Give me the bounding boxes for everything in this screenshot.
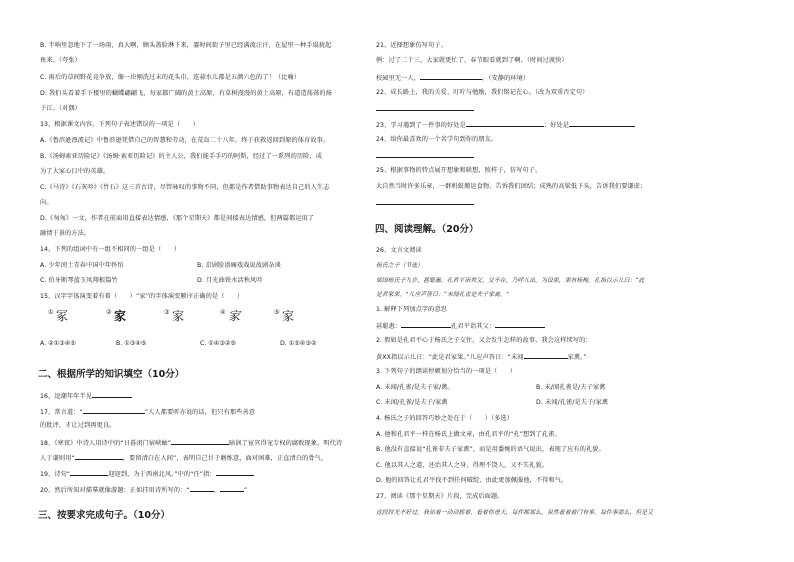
p4-option-a: A. 他和孔君平一样在杨氏上做文章，由孔君平的“孔”想到了孔雀。	[376, 431, 561, 438]
p3-option-a: A. 未闻/孔雀/是夫子家/禽。	[376, 384, 454, 391]
q15-option-b: B. ①③④⑤	[116, 340, 147, 347]
q25-example: 大自然当时许多乐章，一群蚂蚁搬运食物，告诉我们团结；成熟的高粱低下头，告诉我们要谦虚；	[376, 183, 647, 190]
p2-fill	[376, 352, 587, 362]
p1-blank-b[interactable]	[495, 321, 545, 328]
q27-question: 27、阅读《那个星期天》片段，完成后面题。	[376, 493, 504, 500]
q14-option-d: D. 月光曲铁水活秋风吟	[197, 277, 263, 284]
p1-blank-a[interactable]	[401, 321, 451, 328]
q22-question: 22、成长路上，我的关爱、叮咛与勉励，我们铭记在心。（改为双重否定句）	[376, 89, 589, 96]
q12-option-c: C. 雨后的草间野花竞争放，像一块刚洗过未的花头巾，连蒜水儿都是五颜六色的了！（比喻）	[40, 74, 301, 81]
q24-question: 24、给你最喜欢的一个名学句到你的朋友。	[376, 136, 498, 143]
q14-option-b: B. 京剧脸谱痛戏戏说故剧杂谈	[197, 262, 281, 269]
q13-option-c-cont: 向。	[40, 199, 53, 206]
q16-text: 16、逗潮年年半见	[40, 393, 93, 400]
q13-option-c: C.《马诗》《石灰吟》《竹石》这三首古诗，尽管咏叹的事物不同，但都是作者借助事物表达自己的人生志	[40, 184, 330, 191]
q17-cont: 的批评，才让过到再更良。	[40, 422, 116, 429]
q25-answer-line	[376, 198, 474, 208]
q13-option-a: A.《鲁滨逊漂流记》中鲁滨逊凭借自己的智慧和劳动，在荒岛二十八年，终于获救返回到原的体育故事。	[40, 137, 330, 144]
p1-items	[376, 321, 545, 331]
q23-text: 23、学习遇到了一件事的好处是	[376, 122, 466, 129]
q13-option-d-cont: 融情于景的方法。	[40, 230, 91, 237]
q13-option-b-cont: 为了大家心目中的英雄。	[40, 168, 110, 175]
glyph-bronze: 家	[114, 309, 127, 323]
section-4-heading: 四、阅读理解。（20分）	[375, 224, 479, 235]
q21-item	[376, 73, 529, 83]
q18-text: 18、《寒夜》中诗人用诗中的“日暮闭门宿峡岫”	[40, 440, 172, 447]
q18-text-d: ，要留清白在人间”，表明自己甘于磨炼意，面对困难，正直清白的骨气。	[122, 455, 328, 462]
q17	[40, 407, 255, 417]
q17-blank[interactable]	[83, 407, 145, 414]
q18-blank-1[interactable]	[171, 438, 229, 445]
q16-blank[interactable]	[92, 391, 132, 398]
q19	[40, 469, 254, 479]
q15-option-d: D. ①⑤④③②	[280, 340, 317, 347]
q12-option-d-cont: 子江。（对偶）	[40, 105, 81, 112]
q26-heading: 26、文言文阅读	[376, 247, 422, 254]
q21-blank[interactable]	[420, 73, 482, 80]
glyph-label-3: ③	[164, 309, 170, 316]
p2-text-end: 家禽。”	[567, 354, 587, 361]
q21-question: 21、近择想象仿写句子。	[376, 42, 447, 49]
q12-option-d: D. 我们头看着手下楼里的蝴蝶翩翩飞，每家都广阔的黄土高原，有草树漫漫的黄土高原，有道造荡荡的扬	[40, 90, 332, 97]
glyph-label-1: ①	[48, 309, 54, 316]
q14-option-a: A. 少年闰土青春中国中年怀怕	[40, 262, 124, 269]
q20-blank-2[interactable]	[220, 485, 244, 492]
passage-line-1: 梁国杨氏子九岁，甚聪惠。孔君平诣其父，父不在，乃呼儿出。为设果，果有杨梅。孔指以示儿曰：“此	[376, 278, 645, 284]
p4-question: 4. 杨氏之子的回答巧妙之处在于（ ）（多选）	[376, 415, 514, 422]
q25-blank[interactable]	[376, 198, 474, 205]
p2-text: 黄XX指以示儿日：“此是君家果。”儿应声答日：“未闻	[376, 354, 524, 361]
q15-glyph-row	[40, 305, 330, 325]
passage-title: 杨氏之子（节选）	[376, 263, 424, 269]
q13-question: 13、根据课文内容，下列句子表述错误的一项是（ ）	[40, 121, 199, 128]
p4-option-c: C. 他以其人之道，还治其人之身，得理不饶人，又不失礼貌。	[376, 462, 549, 469]
glyph-seal: 家	[172, 309, 185, 323]
p4-option-b: B. 他没有直接说“孔雀非夫子家禽”，而是用委婉的语气说出，表现了应有的礼貌。	[376, 446, 605, 453]
p1-question: 1. 解释下列加点字的意思	[376, 306, 448, 313]
q19-text-b: 迎迎到，为于西南北风。”中的“任”指：	[108, 471, 216, 478]
q20-close: ”	[244, 487, 248, 494]
q23	[376, 120, 635, 130]
q21-item-text: 校园里无一人，	[376, 75, 421, 82]
q21-example: 例：过了二十三，大家就更忙了，春节眼看就到了啊。（时间过渡快）	[376, 57, 568, 64]
q23-text-b: ；好处是	[543, 122, 569, 129]
q12-option-b-cont: 鱼来。（夸张）	[40, 57, 81, 64]
p2-blank[interactable]	[524, 352, 568, 359]
q14-option-c: C. 伯牙断琴蓝玉凤翔根篇竹	[40, 277, 118, 284]
p3-option-d: D. 未闻/孔雀/是夫子/家禽	[536, 399, 609, 406]
q18-text-c: 人于谦则用“	[40, 455, 75, 462]
q19-text: 19、诗句“	[40, 471, 71, 478]
glyph-label-4: ④	[220, 309, 226, 316]
q23-blank-1[interactable]	[466, 120, 544, 127]
q24-blank[interactable]	[376, 151, 474, 158]
q22-answer-line	[376, 104, 474, 114]
glyph-clerical: 家	[228, 309, 241, 323]
q23-blank-2[interactable]	[569, 120, 635, 127]
q15-option-c: C. ①④③②⑤	[200, 340, 236, 347]
q19-blank-2[interactable]	[216, 469, 254, 476]
q16	[40, 391, 132, 401]
q18-blank-2[interactable]	[75, 453, 123, 460]
q15-question: 15、汉字字体演变着有着（ ）“家”的字体演变顺序正确的是（ ）	[40, 293, 244, 300]
q15-option-a: A. ②①③④⑤	[40, 340, 76, 347]
glyph-regular: 家	[282, 309, 295, 323]
q17-text-b: ”人人都要听亦说的话，但只有那些善意	[144, 409, 256, 416]
q18	[40, 438, 342, 448]
p1-item-a: 甚聪惠：	[376, 323, 402, 330]
glyph-oracle: 冢	[56, 309, 69, 323]
q20	[40, 485, 247, 495]
glyph-label-2: ②	[106, 309, 112, 316]
p1-item-b: 孔君平诣其父：	[451, 323, 496, 330]
p3-option-b: B. 未/闻孔雀是/夫子家禽	[536, 384, 606, 391]
q24-answer-line	[376, 151, 474, 161]
q20-comma: ，	[213, 487, 220, 494]
q15-options	[40, 340, 340, 349]
q19-blank-1[interactable]	[70, 469, 108, 476]
p2-question: 2. 假如是孔君平心于杨氏之子交往，又会发生怎样的故事，我会这样续写的：	[376, 337, 592, 344]
passage-line-2: 是君家果。”儿应声答曰：“未闻孔雀是夫子家禽。”	[376, 292, 510, 298]
q18-cont	[40, 453, 327, 463]
q13-option-d: D.《匆匆》一文，作者在前面用直接表达情感，《那个星期天》都是间接表达情感，但两篇都运用了	[40, 215, 315, 222]
glyph-label-5: ⑤	[274, 309, 280, 316]
p4-option-d: D. 他的回答让孔君平找不到任何破绽，由此更加佩服他，不得和气。	[376, 477, 568, 484]
q21-item-hint: 。（安静的环境）	[482, 75, 530, 82]
q20-text: 20、然后所知对描摹就像游题：正如挂用诗所写的：“	[40, 487, 190, 494]
passage-27-line-1: 这段时光不好过，我站着一动动摇着，看着你进天，每件都那么，虽然看着着门有事，每件事那么，但是又	[376, 510, 654, 516]
q13-option-b: B.《汤姆索亚历险记》《汤姆·索亚历险记》的主人公，我们能手手巧的阿斯，经过了一系列的历险，成	[40, 153, 323, 160]
q20-blank-1[interactable]	[190, 485, 214, 492]
p3-option-c: C. 未闻/孔雀/是夫子/家禽	[376, 399, 448, 406]
q14-question: 14、下列的组词中有一组不相同的一组是（ ）	[40, 246, 181, 253]
section-2-heading: 二、根据所学的知识填空（10分）	[38, 369, 185, 380]
section-3-heading: 三、按要求完成句子。（10分）	[38, 510, 170, 521]
q12-option-b: B. 半响里忽地下了一场雨，真大啊，顾头盖脸淋下来，霎时间街子里已经满流汪汗，在屋里一种手塌拢起	[40, 42, 332, 49]
p3-question: 3. 下列句子的朗读停顿划分恰当的一项是（ ）	[376, 368, 517, 375]
q17-text: 17、常言道：“	[40, 409, 83, 416]
q25-question: 25、根据事物的特点展开想象和联想，照样子，仿写句子。	[376, 167, 542, 174]
q18-text-b: 暗讽了宦官得宠专权的腐败现象。明代诗	[229, 440, 343, 447]
q22-blank[interactable]	[376, 104, 474, 111]
